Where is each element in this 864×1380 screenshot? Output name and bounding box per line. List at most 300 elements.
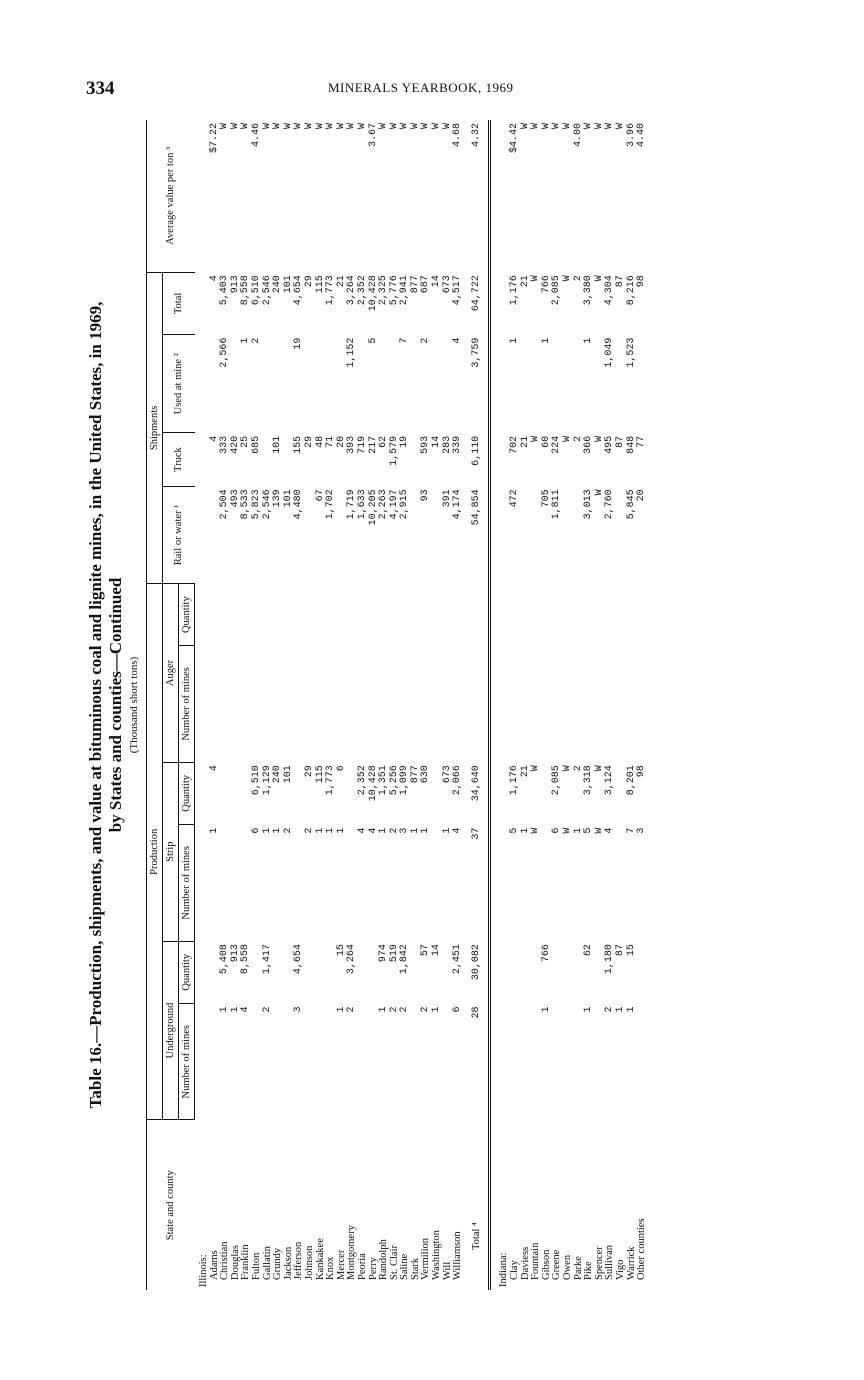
value-cell [605,584,616,646]
value-cell: 4 [604,827,616,834]
value-cell: 8,558 [240,275,252,306]
value-cell: 62 [583,944,595,957]
value-cell [432,825,443,942]
value-cell: 1 [335,827,347,834]
header-shipments: Shipments [147,272,163,583]
value-cell: 2 [572,435,584,442]
value-cell: W [530,123,542,130]
value-cell: 6 [335,765,347,772]
county-name-cell: St. Clair [388,1244,400,1280]
value-cell: 2 [282,827,294,834]
table-row [411,120,422,1290]
value-cell: W [388,123,400,130]
county-name-cell: Vermilion [420,1238,432,1280]
value-cell [241,584,252,646]
value-cell [521,486,532,583]
value-cell: W [530,765,542,772]
table-row [220,120,231,1290]
value-cell: 2,085 [551,765,563,796]
value-cell [510,941,521,1003]
value-cell: 4,174 [452,489,464,520]
value-cell [358,335,369,433]
value-cell: 101 [272,435,284,454]
value-cell: 5,256 [388,765,400,796]
value-cell: 8,558 [240,944,252,975]
value-cell: 2,325 [378,275,390,306]
value-cell [637,1003,648,1120]
value-cell: 2 [250,337,262,344]
value-cell [337,646,348,763]
value-cell [453,584,464,646]
value-cell [400,646,411,763]
value-cell [273,1003,284,1120]
county-name-cell: Peoria [356,1253,368,1280]
value-cell [273,584,284,646]
value-cell: 702 [509,435,521,454]
value-cell: 4,517 [452,275,464,306]
county-name-cell: Owen [562,1254,573,1280]
value-cell: 3.96 [625,123,637,148]
value-cell: 6,110 [464,433,490,486]
value-cell: 10,205 [367,489,379,526]
value-cell: 155 [293,435,305,454]
value-cell: 4,480 [293,489,305,520]
value-cell: 64,722 [464,272,490,334]
value-cell [521,335,532,433]
header-auger: Auger [163,584,179,763]
value-cell: 71 [325,435,337,448]
table-title [86,120,126,1290]
table-row [294,120,305,1290]
value-cell: W [562,275,573,282]
value-cell [390,646,401,763]
value-cell: 1,773 [325,765,337,796]
table-row [358,120,369,1290]
value-cell [563,335,574,433]
header-auger-quantity: Quantity [179,584,195,646]
county-name-cell: Adams [208,1250,220,1280]
value-cell: 8,216 [625,275,637,306]
value-cell: 21 [335,275,347,288]
value-cell [616,646,627,763]
value-cell: 62 [378,435,390,448]
value-cell [531,335,542,433]
value-cell [510,1003,521,1120]
table-title-line-1: Table 16.—Production, shipments, and value at bituminous coal and lignite mines, in the United States, in 1969, [86,301,105,1109]
value-cell [305,335,316,433]
value-cell: 1,417 [261,944,273,975]
value-cell: 6 [250,827,262,834]
header-strip-mines: Number of mines [179,825,195,942]
value-cell [337,584,348,646]
county-name-cell: Gibson [540,1249,552,1280]
value-cell [358,584,369,646]
value-cell: 3,124 [604,765,616,796]
value-cell [241,825,252,942]
table-row [421,120,432,1290]
value-cell: 5,845 [625,489,637,520]
value-cell [358,1003,369,1120]
value-cell: $4.42 [509,123,521,154]
table-row [453,120,464,1290]
value-cell: 29 [303,435,315,448]
value-cell [273,646,284,763]
value-cell: 673 [441,765,453,784]
value-cell: 1,176 [509,275,521,306]
value-cell [574,646,585,763]
table-row [637,120,648,1290]
value-cell [552,1003,563,1120]
value-cell [637,335,648,433]
value-cell: 19 [293,337,305,350]
value-cell [510,646,521,763]
county-name-cell: Knox [325,1256,337,1280]
value-cell: 1,180 [604,944,616,975]
value-cell: 2 [388,827,400,834]
state-label: Indiana: [498,1252,510,1287]
value-cell: 1 [540,337,552,344]
value-cell: 1,049 [604,337,616,368]
value-cell [453,646,464,763]
value-cell [563,646,574,763]
county-name-cell: Parke [572,1256,584,1280]
value-cell: 2,941 [399,275,411,306]
value-cell [210,584,221,646]
value-cell: 21 [519,765,531,778]
value-cell [595,584,606,646]
value-cell [390,584,401,646]
county-name-cell: Jackson [282,1246,294,1280]
value-cell [379,584,390,646]
value-cell: W [219,123,231,130]
value-cell: 87 [614,435,626,448]
value-cell: 3 [636,827,648,834]
value-cell [616,486,627,583]
value-cell: 1 [583,1006,595,1013]
table-row [273,120,284,1290]
value-cell [284,646,295,763]
value-cell: W [420,123,432,130]
value-cell: 391 [441,489,453,508]
value-cell [432,335,443,433]
value-cell [294,646,305,763]
value-cell: 5 [583,827,595,834]
value-cell: 495 [604,435,616,454]
value-cell: 1 [325,827,337,834]
value-cell: 493 [229,489,241,508]
table-row [510,120,521,1290]
value-cell: 1 [431,1006,443,1013]
header-rail-or-water: Rail or water ¹ [163,486,195,583]
value-cell: 1,811 [551,489,563,520]
value-cell [411,646,422,763]
value-cell: W [562,765,573,772]
value-cell: 283 [441,435,453,454]
value-cell: 1 [378,827,390,834]
table-row [552,120,563,1290]
value-cell: W [583,123,595,130]
value-cell [316,646,327,763]
value-cell [443,584,454,646]
table-row [326,120,337,1290]
value-cell: 6 [551,827,563,834]
value-cell [358,941,369,1003]
value-cell [563,584,574,646]
value-cell: 1,152 [346,337,358,368]
value-cell: 673 [441,275,453,294]
value-cell: W [604,123,616,130]
value-cell: 101 [282,275,294,294]
table-row [627,120,638,1290]
value-cell: W [303,123,315,130]
value-cell: 705 [540,489,552,508]
county-name-cell: Montgomery [346,1225,358,1280]
value-cell [284,1003,295,1120]
value-cell: 1,842 [399,944,411,975]
value-cell: W [378,123,390,130]
page-number: 334 [86,78,115,99]
county-name-cell: Fulton [250,1252,262,1280]
value-cell [252,1003,263,1120]
value-cell: 1 [583,337,595,344]
value-cell [574,1003,585,1120]
value-cell: 2 [604,1006,616,1013]
value-cell [521,584,532,646]
value-cell [379,646,390,763]
value-cell [531,646,542,763]
value-cell [521,941,532,1003]
value-cell [305,584,316,646]
value-cell: W [240,123,252,130]
value-cell: 6,510 [250,275,262,306]
value-cell [464,646,490,763]
value-cell: 1,099 [399,765,411,796]
value-cell [521,1003,532,1120]
value-cell: 4 [452,337,464,344]
value-cell: 1,773 [325,275,337,306]
value-cell [627,584,638,646]
value-cell: 2,066 [452,765,464,796]
value-cell: 420 [229,435,241,454]
county-name-cell: Vigo [614,1259,626,1280]
value-cell [294,825,305,942]
value-cell: 14 [431,435,443,448]
value-cell: 2 [346,1006,358,1013]
county-name-cell: Kankakee [314,1238,326,1280]
value-cell: 10,428 [367,765,379,802]
county-name-cell: Sullivan [604,1244,616,1280]
value-cell: 5,823 [250,489,262,520]
value-cell: $7.22 [208,123,220,154]
value-cell: 339 [452,435,464,454]
value-cell [231,584,242,646]
county-name-cell: Total ⁴ [464,1120,490,1290]
table-row [432,120,443,1290]
value-cell: W [593,123,605,130]
value-cell [252,646,263,763]
value-cell [379,335,390,433]
value-cell [411,1003,422,1120]
value-cell: 4,304 [604,275,616,306]
table-row [531,120,542,1290]
value-cell [316,584,327,646]
value-cell: 20 [636,489,648,502]
value-cell: 3,759 [464,335,490,433]
value-cell: 54,854 [464,486,490,583]
value-cell: 5 [367,337,379,344]
value-cell: 3,380 [583,275,595,306]
value-cell: 2,504 [219,489,231,520]
value-cell: 685 [250,435,262,454]
header-production: Production [147,584,163,1120]
value-cell [595,1003,606,1120]
value-cell: 14 [431,275,443,288]
value-cell: 1 [229,1006,241,1013]
value-cell: 1 [409,827,421,834]
value-cell: 593 [420,435,432,454]
value-cell: W [229,123,241,130]
value-cell [390,335,401,433]
value-cell: 1 [420,827,432,834]
value-cell [210,646,221,763]
value-cell [443,1003,454,1120]
value-cell: 4 [208,765,220,772]
value-cell [231,762,242,824]
value-cell [411,335,422,433]
value-cell: 1,633 [356,489,368,520]
value-cell: 1 [272,827,284,834]
value-cell [563,1003,574,1120]
value-cell: 1,176 [509,765,521,796]
table-title-line-2: by States and counties—Continued [106,577,125,833]
value-cell: 2,352 [356,765,368,796]
value-cell: 15 [625,944,637,957]
table-row [400,120,411,1290]
value-cell: 1 [441,827,453,834]
rotated-table-page [68,120,788,1290]
value-cell: 719 [356,435,368,454]
county-name-cell: Williamson [452,1231,464,1280]
table-row [605,120,616,1290]
value-cell [305,1003,316,1120]
value-cell [432,646,443,763]
value-cell: 37 [464,825,490,942]
page-header [0,0,864,110]
value-cell: 93 [420,489,432,502]
value-cell [411,584,422,646]
value-cell [369,646,380,763]
value-cell [421,584,432,646]
header-used-at-mine: Used at mine ² [163,335,195,433]
value-cell: 14 [431,944,443,957]
value-cell: 4,654 [293,275,305,306]
total-row [464,120,490,1290]
value-cell [443,335,454,433]
value-cell: 4.00 [572,123,584,148]
value-cell: W [562,827,573,834]
value-cell: 4.32 [464,120,490,272]
county-name-cell: Spencer [593,1246,605,1280]
value-cell: 5,408 [219,944,231,975]
value-cell: 2 [420,337,432,344]
value-cell [552,584,563,646]
table-row [616,120,627,1290]
value-cell: W [356,123,368,130]
value-cell [220,646,231,763]
table-row [252,120,263,1290]
value-cell: 1 [208,827,220,834]
value-cell: 15 [335,944,347,957]
value-cell: 21 [519,275,531,288]
value-cell: 2,566 [219,337,231,368]
value-cell: 217 [367,435,379,454]
value-cell: 28 [464,1003,490,1120]
running-head: MINERALS YEARBOOK, 1969 [328,80,514,95]
value-cell: W [593,435,605,442]
value-cell: W [314,123,326,130]
value-cell [637,941,648,1003]
value-cell [231,335,242,433]
value-cell: 1 [314,827,326,834]
value-cell: 877 [409,765,421,784]
value-cell [510,584,521,646]
value-cell [552,941,563,1003]
value-cell: W [519,123,531,130]
value-cell: 2 [420,1006,432,1013]
value-cell: W [409,123,421,130]
value-cell: W [399,123,411,130]
value-cell: 333 [219,435,231,454]
value-cell [305,941,316,1003]
value-cell: 4.40 [636,123,648,148]
value-cell: 1,579 [388,435,400,466]
value-cell: W [614,123,626,130]
value-cell [284,584,295,646]
value-cell: W [431,123,443,130]
value-cell: 60 [540,435,552,448]
value-cell: 5,403 [219,275,231,306]
value-cell [531,1003,542,1120]
header-truck: Truck [163,433,195,486]
value-cell [584,584,595,646]
value-cell: W [593,489,605,496]
value-cell: W [593,765,605,772]
header-strip: Strip [163,762,179,941]
value-cell [326,584,337,646]
value-cell: W [562,435,573,442]
value-cell [305,486,316,583]
value-cell: 240 [272,275,284,294]
county-name-cell: Perry [367,1257,379,1280]
value-cell: 4 [452,827,464,834]
value-cell: W [346,123,358,130]
value-cell: 3.67 [367,123,379,148]
value-cell: 29 [303,765,315,778]
value-cell: 3,013 [583,489,595,520]
value-cell: W [593,827,605,834]
value-cell: 29 [303,275,315,288]
value-cell: 687 [420,275,432,294]
value-cell: 7 [399,337,411,344]
value-cell: W [441,123,453,130]
value-cell: 20 [335,435,347,448]
value-cell [369,584,380,646]
value-cell [231,825,242,942]
table-row [521,120,532,1290]
value-cell: W [540,123,552,130]
value-cell [273,941,284,1003]
value-cell [263,646,274,763]
